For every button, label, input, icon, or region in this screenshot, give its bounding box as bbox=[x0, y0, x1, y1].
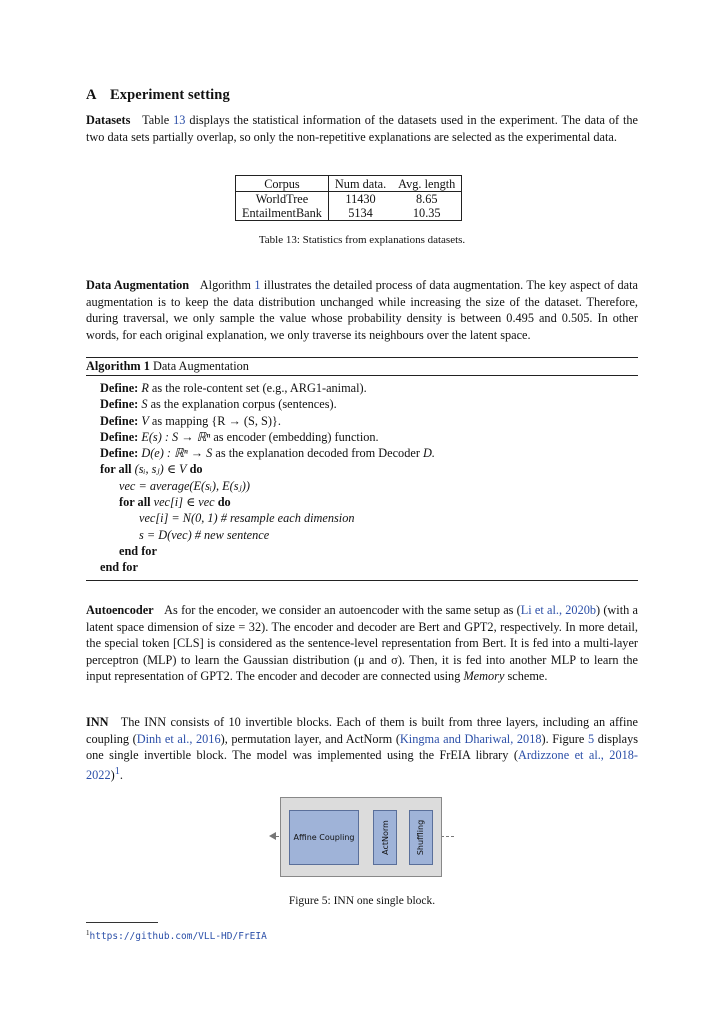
table-header: Avg. length bbox=[392, 176, 462, 192]
shuffling-block bbox=[409, 810, 433, 865]
footnote-divider bbox=[86, 922, 158, 923]
keyword: Define: bbox=[100, 446, 139, 461]
footnote-ref-link[interactable]: 1 bbox=[114, 765, 120, 777]
inn-text: The INN consists of 10 invertible blocks. Each of them is built from three layers, including an affine coupling ( bbox=[86, 715, 638, 746]
algorithm-line bbox=[86, 494, 638, 510]
table-caption: Table 13: Statistics from explanations datasets. bbox=[258, 234, 466, 246]
inn-text: displays one single invertible block. The model was implemented using the FrEIA library ( bbox=[86, 731, 639, 763]
math: vec[i] = N(0, 1) bbox=[139, 511, 218, 526]
section-number: A bbox=[86, 87, 97, 103]
algorithm-line bbox=[86, 461, 638, 477]
figure-ref-link[interactable]: 5 bbox=[587, 731, 595, 746]
line-text: as the role-content set (e.g., ARG1-animal). bbox=[151, 381, 367, 395]
math: S bbox=[141, 397, 148, 412]
citation-link[interactable]: Dinh et al., 2016 bbox=[136, 731, 221, 746]
autoencoder-text: scheme. bbox=[507, 669, 548, 684]
autoencoder-text: ) (with a latent space dimension of size = 32). The encoder and decoder are Bert and GPT2, respectively. In more detail, the special token [CLS] is considered as the sentence-level representation from Bert. It is fed into a multi-layer perceptron (MLP) to learn the Gaussian distribution (μ and σ). Then, it is fed into another MLP to learn the input representation of GPT2. The encoder and decoder are connected using bbox=[86, 603, 638, 684]
math: R bbox=[141, 381, 149, 395]
arrow-left-icon bbox=[269, 832, 276, 840]
keyword: end for bbox=[119, 543, 157, 558]
citation-link[interactable]: Kingma and Dhariwal, 2018 bbox=[399, 731, 542, 746]
augmentation-paragraph bbox=[86, 277, 638, 343]
math: vec bbox=[198, 495, 215, 510]
algorithm-title bbox=[86, 358, 638, 376]
algorithm-line bbox=[86, 445, 638, 461]
citation-link[interactable]: Li et al., 2020b bbox=[520, 603, 597, 617]
algorithm-line bbox=[86, 543, 638, 559]
affine-coupling-block bbox=[289, 810, 359, 865]
keyword: Define: bbox=[100, 381, 139, 395]
inn-text: . bbox=[119, 767, 123, 782]
datasets-text: displays the statistical information of the datasets used in the experiment. The data of the two data sets partially overlap, so only the non-repetitive explanations are selected as the experimental data. bbox=[86, 113, 639, 144]
algorithm-line bbox=[86, 559, 638, 575]
inn-block-figure bbox=[280, 797, 442, 877]
keyword: Define: bbox=[100, 429, 139, 444]
line-text: as the explanation decoded from Decoder bbox=[215, 446, 420, 461]
algorithm-ref-link[interactable]: 1 bbox=[254, 278, 261, 292]
algorithm-line bbox=[86, 396, 638, 412]
figure-caption: Figure 5: INN one single block. bbox=[288, 895, 436, 907]
algorithm-line bbox=[86, 429, 638, 445]
math: E(s) : S → ℝⁿ bbox=[141, 429, 211, 444]
algorithm-line bbox=[86, 380, 638, 396]
keyword: for all bbox=[100, 462, 132, 477]
table-cell: 11430 bbox=[345, 192, 376, 206]
line-text: as the explanation corpus (sentences). bbox=[150, 397, 337, 412]
inn-text: ), permutation layer, and ActNorm ( bbox=[220, 731, 400, 746]
keyword: end for bbox=[100, 560, 138, 575]
datasets-heading: Datasets bbox=[86, 113, 131, 127]
table-cell: 8.65 bbox=[415, 192, 438, 206]
table-row bbox=[236, 206, 462, 221]
table-row bbox=[236, 192, 462, 207]
keyword: Define: bbox=[100, 397, 139, 412]
comment: # new sentence bbox=[194, 527, 270, 542]
section-title: Experiment setting bbox=[110, 87, 230, 103]
autoencoder-paragraph bbox=[86, 602, 638, 685]
datasets-paragraph bbox=[86, 112, 638, 145]
footnote-url-link[interactable]: https://github.com/VLL-HD/FrEIA bbox=[89, 931, 267, 943]
inn-heading: INN bbox=[86, 715, 109, 729]
math: vec = average(E(sᵢ), E(sⱼ)) bbox=[119, 478, 250, 493]
algorithm-line bbox=[86, 527, 638, 543]
keyword: for all bbox=[119, 495, 151, 510]
algorithm-line bbox=[86, 478, 638, 494]
math: V bbox=[141, 413, 149, 428]
keyword: do bbox=[189, 462, 203, 477]
block-label: Affine Coupling bbox=[293, 833, 355, 842]
section-heading bbox=[86, 87, 230, 104]
math: ∈ bbox=[166, 462, 176, 477]
table-header: Num data. bbox=[328, 176, 392, 192]
statistics-table bbox=[235, 175, 462, 221]
autoencoder-heading: Autoencoder bbox=[86, 603, 154, 617]
inn-text: ). Figure bbox=[541, 731, 585, 746]
algorithm-line bbox=[86, 413, 638, 429]
table-ref-link[interactable]: 13 bbox=[173, 113, 186, 127]
math: ∈ bbox=[186, 495, 196, 510]
algorithm-body bbox=[86, 376, 638, 580]
augmentation-text: Algorithm bbox=[199, 278, 252, 292]
inn-text: ) bbox=[110, 767, 115, 782]
augmentation-text: illustrates the detailed process of data augmentation. The key aspect of data augmentation is to keep the data distribution unchanged while increasing the size of the dataset. Therefore, during traversal, we only sample the value whose probability density is between 0.495 and 0.505. In other words, for each original explanation, we only traverse its neighbours over the latent space. bbox=[86, 278, 639, 342]
autoencoder-text: As for the encoder, we consider an autoencoder with the same setup as ( bbox=[164, 603, 521, 617]
math: vec[i] bbox=[153, 495, 183, 510]
table-cell: WorldTree bbox=[236, 192, 329, 207]
math: (sᵢ, sⱼ) bbox=[134, 462, 164, 477]
math: V bbox=[179, 462, 187, 477]
inn-paragraph bbox=[86, 714, 638, 783]
line-text: as encoder (embedding) function. bbox=[213, 429, 379, 444]
augmentation-heading: Data Augmentation bbox=[86, 278, 190, 292]
algorithm-label: Algorithm 1 bbox=[86, 359, 150, 373]
table-cell: 5134 bbox=[348, 206, 373, 220]
block-label: ActNorm bbox=[380, 820, 390, 855]
footnote-mark: 1 bbox=[86, 929, 90, 937]
table-cell: EntailmentBank bbox=[236, 206, 329, 221]
comment: # resample each dimension bbox=[220, 511, 355, 526]
math: D. bbox=[423, 446, 435, 461]
algorithm-name: Data Augmentation bbox=[152, 359, 249, 373]
citation-link[interactable]: Ardizzone et al., 2018-2022 bbox=[86, 748, 638, 782]
autoencoder-text: Memory bbox=[463, 669, 505, 684]
actnorm-block bbox=[373, 810, 397, 865]
table-cell: 10.35 bbox=[412, 206, 441, 220]
math: D(e) : ℝⁿ → S bbox=[141, 446, 213, 461]
algorithm-line bbox=[86, 510, 638, 526]
block-label: Shuffling bbox=[416, 819, 426, 856]
math: s = D(vec) bbox=[139, 527, 192, 542]
keyword: Define: bbox=[100, 413, 139, 428]
footnote bbox=[86, 929, 267, 942]
datasets-text: Table bbox=[142, 113, 170, 127]
table-header: Corpus bbox=[236, 176, 329, 192]
algorithm-box bbox=[86, 357, 638, 581]
keyword: do bbox=[217, 495, 231, 510]
line-text: as mapping {R → (S, S)}. bbox=[151, 413, 281, 428]
